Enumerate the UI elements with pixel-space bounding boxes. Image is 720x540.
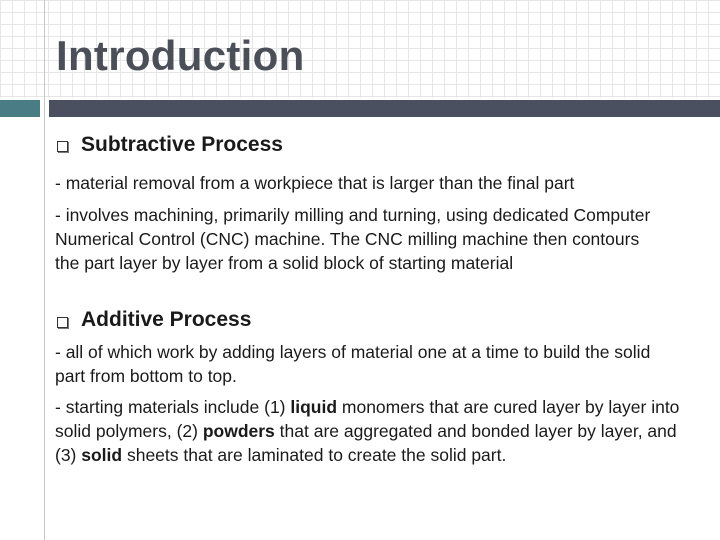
section-heading-additive: Additive Process	[81, 308, 252, 331]
square-bullet-icon	[57, 317, 68, 328]
keyword-liquid: liquid	[290, 397, 338, 417]
section-heading-subtractive: Subtractive Process	[81, 133, 283, 156]
additive-paragraph-1: - all of which work by adding layers of material one at a time to build the solid part from bottom to top.	[55, 342, 651, 386]
additive-text-2: monomers that are cured layer by layer into solid polymers, (2)	[55, 397, 680, 441]
keyword-powders: powders	[202, 421, 275, 441]
square-bullet-icon	[57, 141, 68, 152]
subtractive-paragraph-2: - involves machining, primarily milling and turning, using dedicated Computer Numerical Control (CNC) machine. The CNC milling machine then contours the part layer by layer from a solid block of starting material	[55, 205, 651, 273]
page-title: Introduction	[56, 32, 305, 79]
keyword-solid: solid	[81, 445, 123, 465]
additive-paragraph-2	[55, 395, 690, 467]
subtractive-paragraph-1: - material removal from a workpiece that is larger than the final part	[55, 173, 575, 193]
additive-text-3: that are aggregated and bonded layer by layer, and (3)	[55, 421, 677, 465]
additive-text-4: sheets that are laminated to create the solid part.	[122, 445, 507, 465]
additive-text-1: - starting materials include (1)	[55, 397, 291, 417]
